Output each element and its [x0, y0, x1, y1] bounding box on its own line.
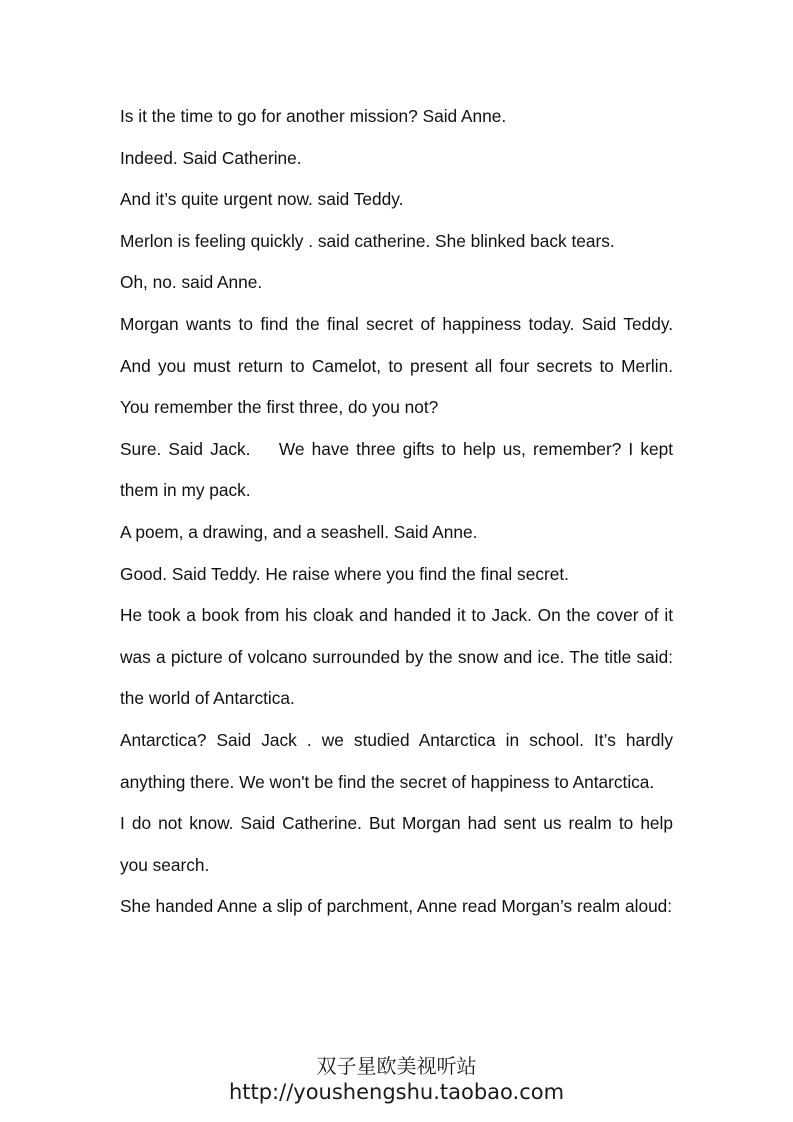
paragraph: Good. Said Teddy. He raise where you find the final secret.	[120, 563, 569, 584]
paragraph: Merlon is feeling quickly . said catherine. She blinked back tears.	[120, 230, 615, 251]
paragraph: He took a book from his cloak and handed it to Jack. On the cover of it was a picture of volcano surrounded by the snow and ice. The title said: the world of Antarctica.	[120, 605, 673, 709]
paragraph: Oh, no. said Anne.	[120, 272, 263, 293]
document-body	[120, 96, 673, 928]
paragraph: Indeed. Said Catherine.	[120, 147, 302, 168]
paragraph: I do not know. Said Catherine. But Morgan had sent us realm to help you search.	[120, 813, 673, 875]
footer-shop-name: 双子星欧美视听站	[316, 1054, 477, 1078]
paragraph: And it’s quite urgent now. said Teddy.	[120, 189, 404, 210]
paragraph: A poem, a drawing, and a seashell. Said Anne.	[120, 521, 478, 542]
paragraph: Antarctica? Said Jack . we studied Antarctica in school. It’s hardly anything there. We won't be find the secret of happiness to Antarctica.	[120, 729, 673, 792]
paragraph: Morgan wants to find the final secret of happiness today. Said Teddy. And you must return to Camelot, to present all four secrets to Merlin. You remember the first three, do you not?	[120, 313, 673, 418]
paragraph: Sure. Said Jack. We have three gifts to help us, remember? I kept them in my pack.	[120, 438, 673, 501]
paragraph: Is it the time to go for another mission? Said Anne.	[120, 106, 507, 126]
footer-url: http://youshengshu.taobao.com	[228, 1080, 565, 1104]
paragraph: She handed Anne a slip of parchment, Anne read Morgan’s realm aloud:	[120, 896, 673, 917]
